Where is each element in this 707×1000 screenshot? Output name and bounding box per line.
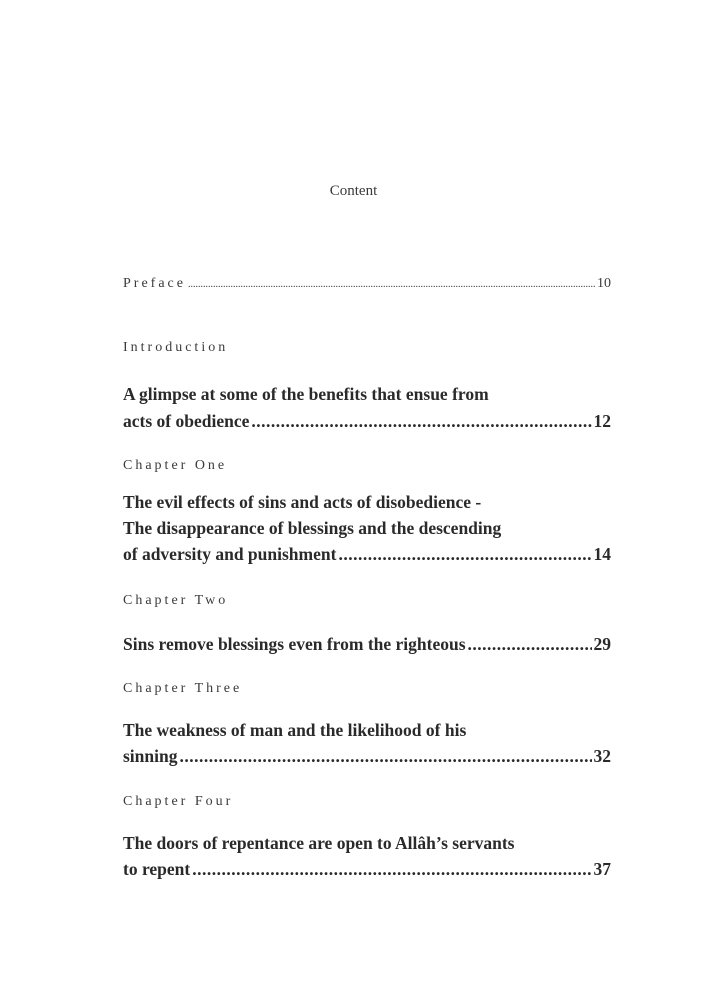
entry-title-last-line: of adversity and punishment xyxy=(123,544,337,564)
preface-label: Preface xyxy=(123,276,186,291)
page-title: Content xyxy=(329,183,378,199)
dot-leader xyxy=(188,279,595,290)
section-label-chapter-three: Chapter Three xyxy=(123,681,243,696)
dot-leader xyxy=(468,634,592,655)
dot-leader xyxy=(192,859,591,880)
toc-entry-chapter-four[interactable] xyxy=(123,859,611,880)
entry-title-last-line: Sins remove blessings even from the righteous xyxy=(123,634,466,654)
entry-page-number: 32 xyxy=(593,746,611,766)
dot-leader xyxy=(179,746,591,767)
entry-title-last-line: sinning xyxy=(123,746,178,766)
section-label-chapter-two: Chapter Two xyxy=(123,593,229,608)
toc-entry-introduction[interactable] xyxy=(123,411,611,432)
section-label-chapter-four: Chapter Four xyxy=(123,794,234,809)
preface-page-number: 10 xyxy=(597,276,611,291)
entry-page-number: 29 xyxy=(593,634,611,654)
entry-page-number: 14 xyxy=(593,544,611,564)
entry-title-line: The doors of repentance are open to Allâh’s servants xyxy=(123,833,515,853)
entry-title-line: A glimpse at some of the benefits that ensue from xyxy=(123,384,489,404)
toc-entry-chapter-one[interactable] xyxy=(123,544,611,565)
entry-page-number: 12 xyxy=(593,411,611,431)
dot-leader xyxy=(251,411,591,432)
section-label-chapter-one: Chapter One xyxy=(123,458,228,473)
dot-leader xyxy=(338,544,591,565)
section-label-introduction: Introduction xyxy=(123,340,229,355)
entry-title-line: The weakness of man and the likelihood of his xyxy=(123,720,467,740)
entry-title-line: The evil effects of sins and acts of disobedience - xyxy=(123,492,482,512)
entry-title-line: The disappearance of blessings and the descending xyxy=(123,518,502,538)
entry-page-number: 37 xyxy=(593,859,611,879)
entry-title-last-line: acts of obedience xyxy=(123,411,250,431)
toc-entry-chapter-three[interactable] xyxy=(123,746,611,767)
entry-title-last-line: to repent xyxy=(123,859,191,879)
toc-entry-chapter-two[interactable] xyxy=(123,634,611,655)
toc-entry-preface[interactable] xyxy=(123,276,611,292)
